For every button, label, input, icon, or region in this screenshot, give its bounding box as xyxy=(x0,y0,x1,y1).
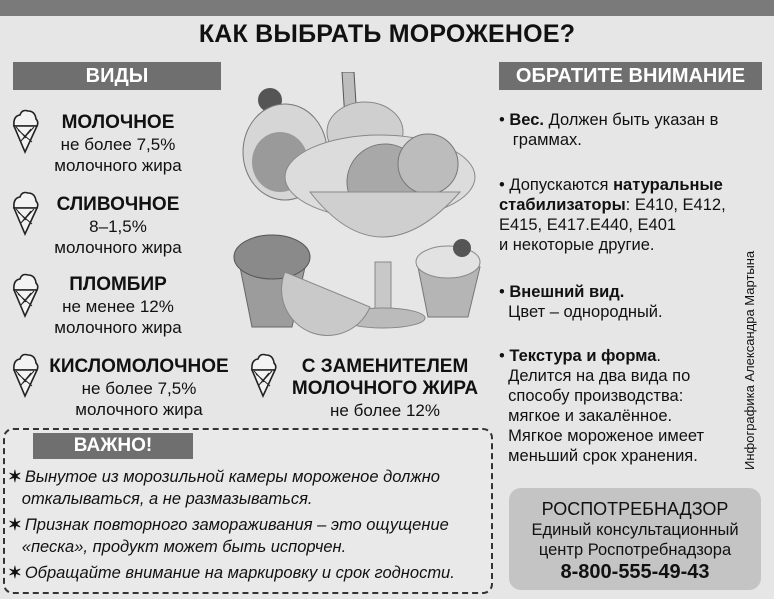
ice-cream-cone-icon xyxy=(248,352,278,398)
hotline-phone: 8-800-555-49-43 xyxy=(560,561,710,583)
important-item-line: Вынутое из морозильной камеры мороженое должно xyxy=(24,468,440,486)
types-header: ВИДЫ xyxy=(13,62,221,90)
type-name: СЛИВОЧНОЕ xyxy=(56,194,180,215)
type-plombir xyxy=(44,274,192,338)
attention-weight-text2: граммах. xyxy=(512,131,582,149)
ice-cream-cone-icon xyxy=(10,272,40,318)
author-credit: Инфографика Александра Мартына xyxy=(742,250,757,470)
page-title: КАК ВЫБРАТЬ МОРОЖЕНОЕ? xyxy=(198,20,576,48)
stabilizers-text3: и некоторые другие. xyxy=(499,236,655,254)
stabilizers-text2: Е415, Е417.Е440, Е401 xyxy=(499,216,677,234)
type-fat-label: молочного жира xyxy=(54,156,182,175)
stabilizers-pre: Допускаются xyxy=(509,176,614,194)
ice-cream-cone-icon xyxy=(10,108,40,154)
important-header: ВАЖНО! xyxy=(33,433,193,459)
star-icon: ✶ xyxy=(8,516,22,534)
type-substitute xyxy=(285,356,485,421)
attention-weight-bold: Вес. xyxy=(509,111,545,129)
texture-line: меньший срок хранения. xyxy=(508,447,698,465)
type-name: КИСЛОМОЛОЧНОЕ xyxy=(49,356,229,377)
ice-cream-cone-icon xyxy=(10,352,40,398)
type-fat: 8–1,5% xyxy=(89,217,147,236)
attention-stabilizers: • Допускаются натуральные стабилизаторы: Е410, Е412, Е415, Е417.Е440, Е401 и некоторые другие. xyxy=(499,176,726,254)
attention-weight-text: Должен быть указан в xyxy=(544,111,719,129)
stabilizers-bold1: натуральные xyxy=(613,176,723,194)
rospotrebnadzor-title: РОСПОТРЕБНАДЗОР xyxy=(541,499,729,519)
type-name: МОЛОЧНОЕ xyxy=(61,112,175,133)
important-item xyxy=(8,562,486,584)
texture-line: Делится на два вида по xyxy=(508,367,691,385)
stabilizers-text1: : Е410, Е412, xyxy=(625,196,726,214)
important-item xyxy=(8,514,486,558)
top-bar xyxy=(0,0,774,16)
texture-line: Мягкое мороженое имеет xyxy=(508,427,705,445)
type-name-line2: МОЛОЧНОГО ЖИРА xyxy=(291,378,479,399)
attention-weight: • Вес. Должен быть указан в граммах. xyxy=(499,111,719,149)
attention-texture: • Текстура и форма. Делится на два вида по способу производства: мягкое и закалённое. Мягкое мороженое имеет меньший срок хранения. xyxy=(499,347,705,465)
attention-appearance: • Внешний вид. Цвет – однородный. xyxy=(499,283,663,321)
type-name-line1: С ЗАМЕНИТЕЛЕМ xyxy=(301,356,469,377)
appearance-text: Цвет – однородный. xyxy=(508,303,663,321)
stabilizers-bold2: стабилизаторы xyxy=(499,196,626,214)
type-fat: не более 7,5% xyxy=(81,379,197,398)
texture-line: способу производства: xyxy=(508,387,684,405)
rospotrebnadzor-box xyxy=(509,488,761,590)
star-icon: ✶ xyxy=(8,564,22,582)
type-fat: не более 12% xyxy=(330,401,440,420)
rospotrebnadzor-line2: центр Роспотребнадзора xyxy=(538,541,732,559)
important-item xyxy=(8,466,486,510)
type-fat-label: молочного жира xyxy=(54,318,182,337)
texture-bold: Текстура и форма xyxy=(509,347,657,365)
texture-dot: . xyxy=(656,347,661,365)
type-fat: не менее 12% xyxy=(62,297,174,316)
important-item-line: Обращайте внимание на маркировку и срок годности. xyxy=(24,564,455,582)
important-item-line: откалываться, а не размазываться. xyxy=(21,490,313,508)
type-milk xyxy=(44,112,192,176)
type-sour-milk xyxy=(44,356,234,420)
rospotrebnadzor-line1: Единый консультационный xyxy=(531,521,739,539)
type-cream xyxy=(44,194,192,258)
star-icon: ✶ xyxy=(8,468,22,486)
texture-line: мягкое и закалённое. xyxy=(508,407,673,425)
ice-cream-cone-icon xyxy=(10,190,40,236)
type-fat-label: молочного жира xyxy=(75,400,203,419)
important-item-line: Признак повторного замораживания – это ощущение xyxy=(24,516,449,534)
ice-cream-illustration xyxy=(230,72,492,344)
attention-header: ОБРАТИТЕ ВНИМАНИЕ xyxy=(499,62,762,90)
type-fat: не более 7,5% xyxy=(60,135,176,154)
type-name: ПЛОМБИР xyxy=(69,274,167,295)
appearance-bold: Внешний вид. xyxy=(509,283,625,301)
type-fat-label: молочного жира xyxy=(54,238,182,257)
important-item-line: «песка», продукт может быть испорчен. xyxy=(21,538,347,556)
